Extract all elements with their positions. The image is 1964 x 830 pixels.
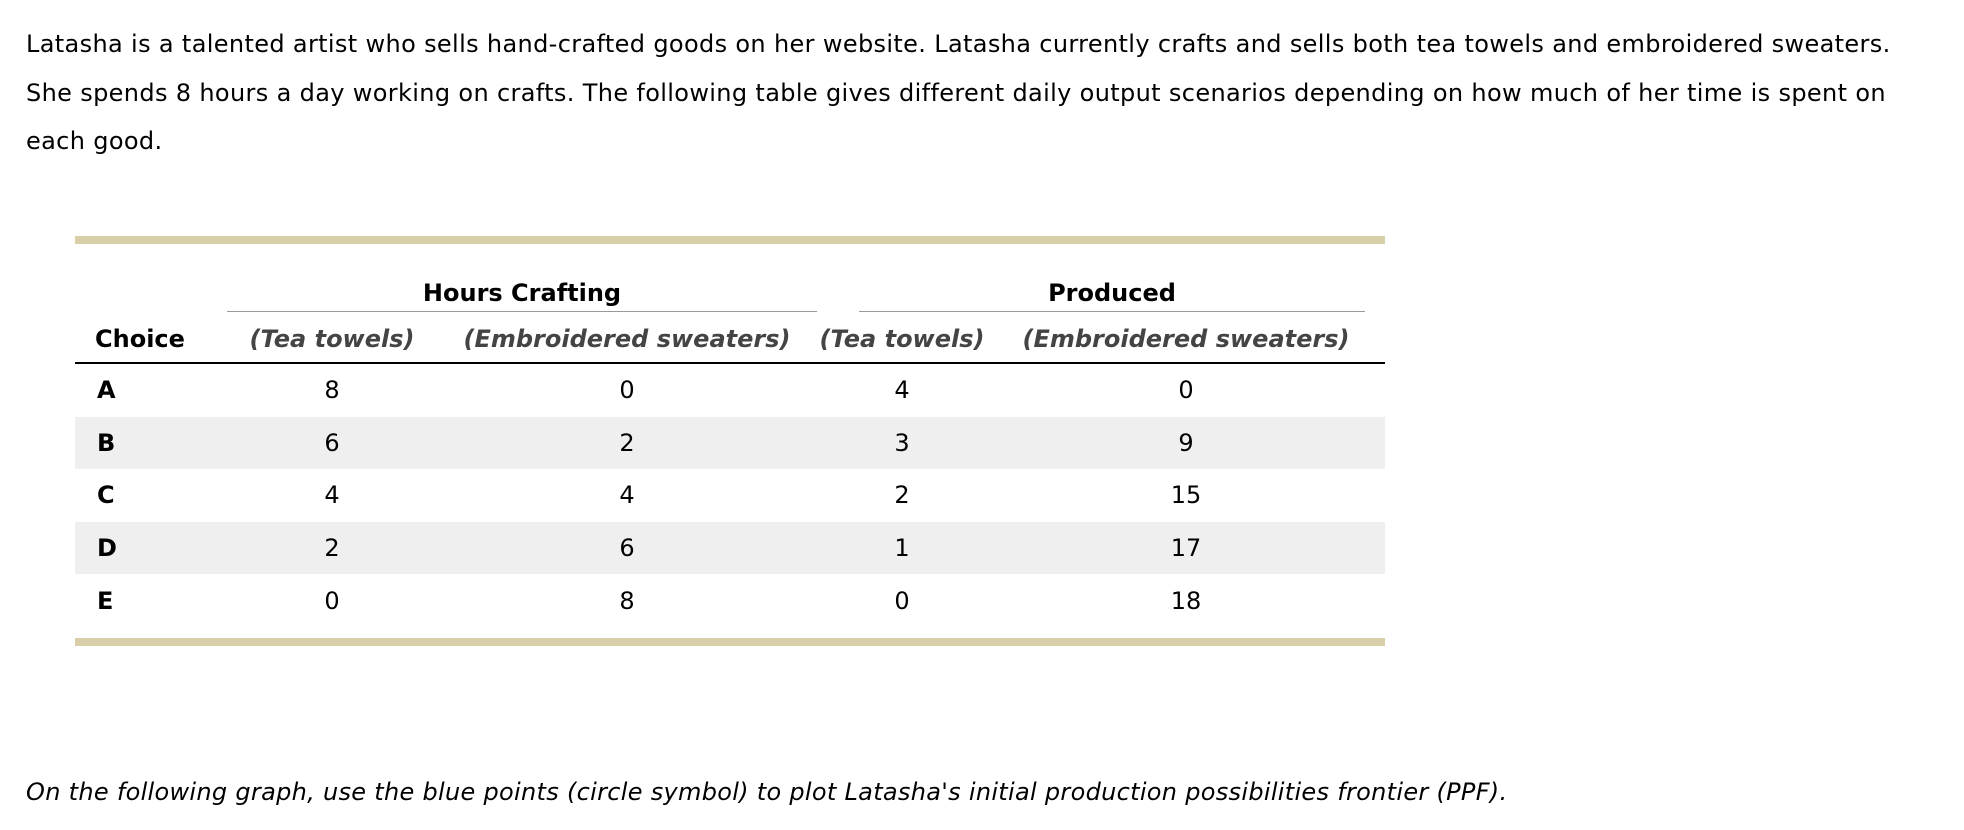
- produced-sweaters-cell: 0: [1178, 376, 1194, 405]
- produced-sweaters-cell: 15: [1170, 481, 1202, 510]
- hours-sweaters-header: (Embroidered sweaters): [437, 316, 817, 363]
- produced-sweaters-cell: 18: [1170, 586, 1202, 615]
- choice-cell: A: [97, 376, 116, 405]
- choice-cell: C: [97, 481, 115, 510]
- produced-tea-cell: 0: [894, 586, 910, 615]
- hours-sweaters-cell: 2: [437, 417, 817, 470]
- group-header-produced: [817, 244, 1385, 316]
- choice-cell: E: [97, 586, 114, 615]
- produced-sweaters-cell: 17: [987, 522, 1385, 575]
- intro-paragraph: Latasha is a talented artist who sells hand-crafted goods on her website. Latasha currently crafts and sells both tea towels and embroidered sweaters. She spends 8 hours a day working on crafts. The following table gives different daily output scenarios depending on how much of her time is spent on each good.: [26, 30, 1891, 155]
- hours-sweaters-cell: 0: [619, 376, 635, 405]
- produced-tea-cell: 3: [817, 417, 987, 470]
- produced-tea-cell: 2: [894, 481, 910, 510]
- hours-sweaters-cell: 6: [437, 522, 817, 575]
- table-row: [75, 417, 1385, 470]
- hours-crafting-label: Hours Crafting: [422, 279, 622, 307]
- production-table: [75, 236, 1385, 646]
- hours-tea-cell: 6: [227, 417, 437, 470]
- hours-tea-cell: 4: [324, 481, 340, 510]
- produced-tea-header: (Tea towels): [817, 316, 987, 363]
- choice-cell: B: [75, 417, 227, 470]
- hours-tea-cell: 0: [324, 586, 340, 615]
- question-text: On the following graph, use the blue points (circle symbol) to plot Latasha's initial production possibilities frontier (PPF).: [26, 778, 1508, 806]
- column-header-row: [75, 316, 1385, 363]
- produced-tea-cell: 1: [817, 522, 987, 575]
- produced-tea-cell: 4: [894, 376, 910, 405]
- hours-tea-cell: 2: [227, 522, 437, 575]
- produced-sweaters-header: (Embroidered sweaters): [987, 316, 1385, 363]
- table-top-rule: [75, 236, 1385, 244]
- table-row: [75, 469, 1385, 522]
- group-header-empty: [75, 244, 227, 316]
- hours-sweaters-cell: 4: [619, 481, 635, 510]
- table-row: [75, 522, 1385, 575]
- table-bottom-rule: [75, 638, 1385, 646]
- group-header-row: [75, 244, 1385, 316]
- produced-label: Produced: [1048, 279, 1176, 307]
- hours-tea-header: (Tea towels): [227, 316, 437, 363]
- produced-sweaters-cell: 9: [987, 417, 1385, 470]
- hours-tea-cell: 8: [324, 376, 340, 405]
- table-row: [75, 574, 1385, 627]
- table-row: [75, 363, 1385, 417]
- choice-cell: D: [75, 522, 227, 575]
- choice-header: Choice: [75, 316, 227, 363]
- group-header-hours: [227, 244, 817, 316]
- hours-sweaters-cell: 8: [619, 586, 635, 615]
